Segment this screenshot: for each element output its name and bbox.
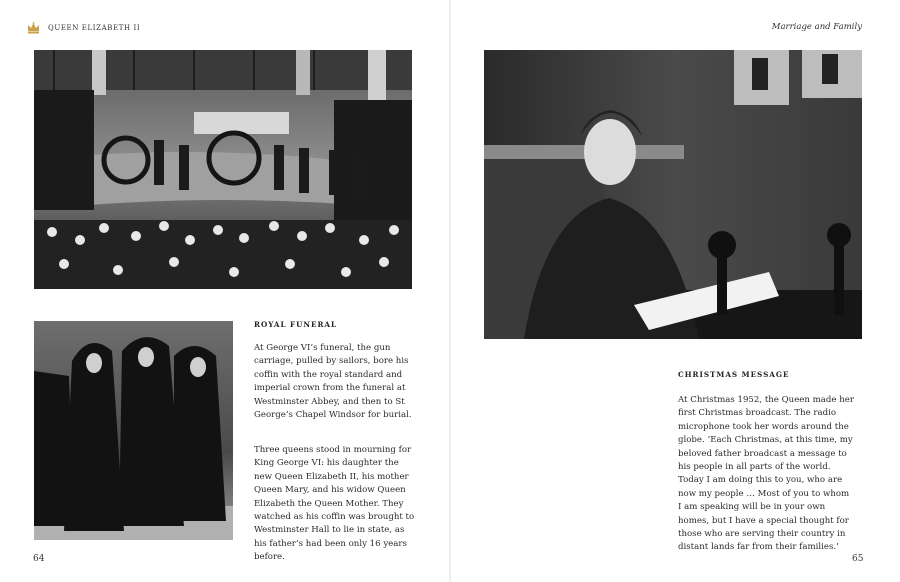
page-number-left: 64 bbox=[33, 554, 45, 564]
three-queens-photo bbox=[34, 321, 233, 540]
funeral-procession-photo bbox=[34, 50, 412, 289]
page-number-right: 65 bbox=[852, 554, 864, 564]
running-head-left bbox=[27, 22, 140, 34]
royal-funeral-paragraph-1: At George VI’s funeral, the gun carriage, pulled by sailors, bore his coffin with the royal standard and imperial crown from the funeral at Westminster Abbey, and then to St George’s Chapel Windsor for burial. bbox=[254, 343, 412, 421]
running-head-right: Marriage and Family bbox=[771, 22, 862, 32]
crown-icon bbox=[27, 22, 40, 34]
christmas-message-paragraph: At Christmas 1952, the Queen made her first Christmas broadcast. The radio microphone took her words around the globe. ‘Each Christmas, at this time, my beloved father broadcast a message to his people in all parts of the world. Today I am doing this to you, who are now my people … Most of you to whom I am speaking will be in your own homes, but I have a special thought for those who are serving their country in distant lands far from their families.’ bbox=[678, 395, 854, 553]
christmas-message-title: CHRISTMAS MESSAGE bbox=[678, 370, 790, 379]
gutter bbox=[449, 0, 451, 582]
royal-funeral-paragraph-2: Three queens stood in mourning for King George VI: his daughter the new Queen Elizabeth II, his mother Queen Mary, and his widow Queen Elizabeth the Queen Mother. They watched as his coffin was brought to Westminster Hall to lie in state, as his father’s had been only 16 years before. bbox=[254, 445, 415, 563]
christmas-broadcast-photo bbox=[484, 50, 862, 339]
royal-funeral-title: ROYAL FUNERAL bbox=[254, 320, 338, 329]
running-head-left-text: QUEEN ELIZABETH II bbox=[48, 24, 141, 32]
